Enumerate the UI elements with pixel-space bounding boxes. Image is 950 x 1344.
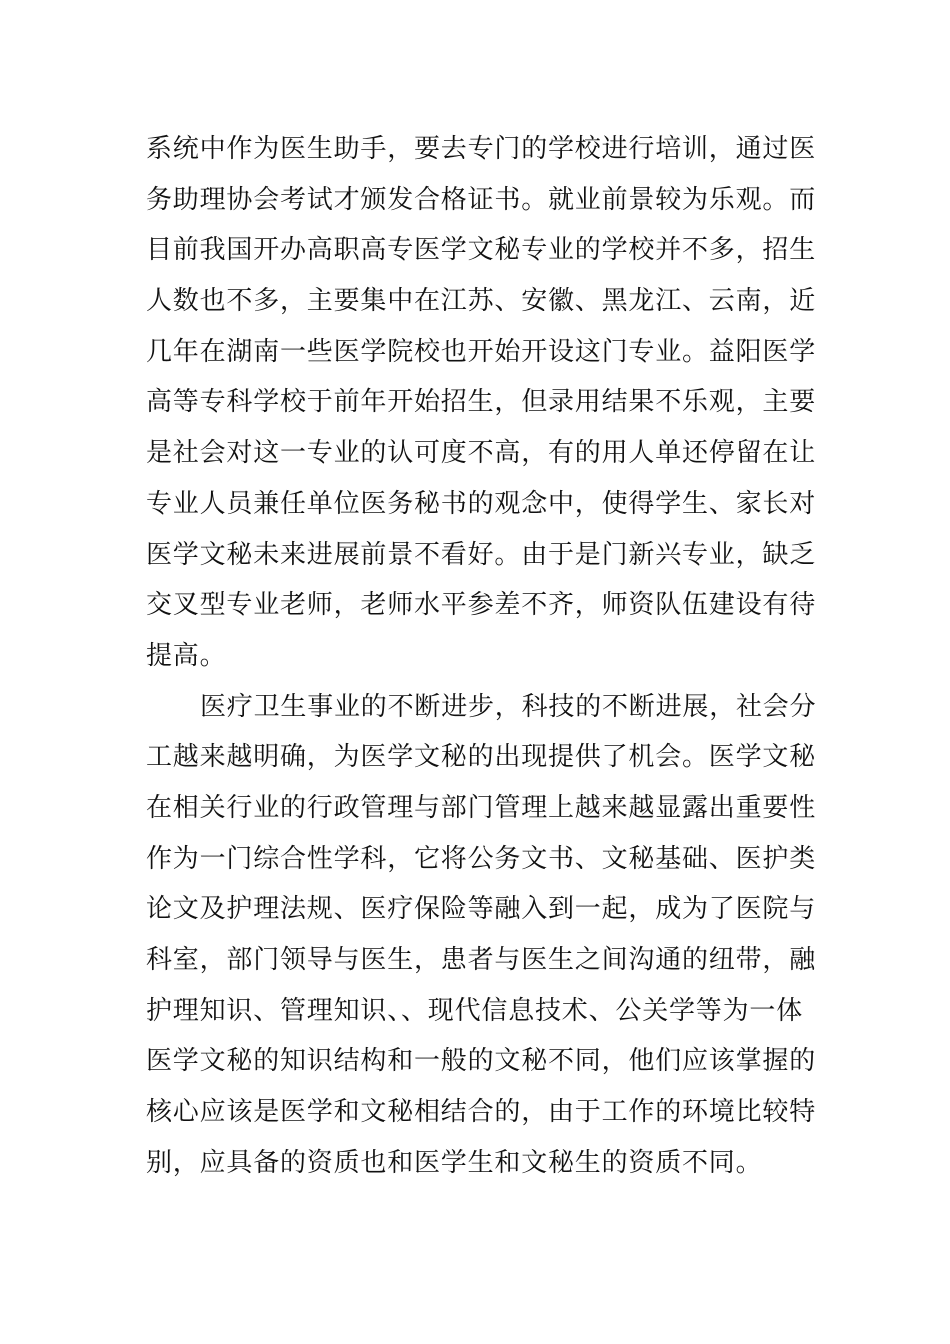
text-line: 医学文秘未来进展前景不看好。由于是门新兴专业，缺乏 [146, 539, 817, 570]
text-line: 几年在湖南一些医学院校也开始开设这门专业。益阳医学 [146, 336, 817, 367]
text-line: 务助理协会考试才颁发合格证书。就业前景较为乐观。而 [146, 184, 817, 215]
text-line: 作为一门综合性学科，它将公务文书、文秘基础、医护类 [146, 843, 817, 874]
paragraph-1 [146, 124, 817, 682]
text-line: 医疗卫生事业的不断进步，科技的不断进展，社会分 [200, 691, 817, 722]
text-line: 医学文秘的知识结构和一般的文秘不同，他们应该掌握的 [146, 1046, 817, 1077]
text-line: 别，应具备的资质也和医学生和文秘生的资质不同。 [146, 1147, 763, 1178]
text-line: 科室，部门领导与医生，患者与医生之间沟通的纽带，融 [146, 945, 817, 975]
text-line: 专业人员兼任单位医务秘书的观念中，使得学生、家长对 [146, 488, 817, 519]
text-line: 系统中作为医生助手，要去专门的学校进行培训，通过医 [146, 134, 817, 164]
paragraph-2 [146, 682, 817, 1189]
text-line: 护理知识、管理知识、、现代信息技术、公关学等为一体 [146, 995, 804, 1026]
text-line: 论文及护理法规、医疗保险等融入到一起，成为了医院与 [146, 894, 817, 925]
text-line: 高等专科学校于前年开始招生，但录用结果不乐观，主要 [146, 387, 817, 418]
text-line: 在相关行业的行政管理与部门管理上越来越显露出重要性 [146, 792, 817, 823]
text-line: 目前我国开办高职高专医学文秘专业的学校并不多，招生 [146, 235, 817, 266]
text-line: 核心应该是医学和文秘相结合的，由于工作的环境比较特 [146, 1097, 817, 1128]
text-line: 交叉型专业老师，老师水平参差不齐，师资队伍建设有待 [146, 590, 817, 621]
document-body [146, 124, 817, 1188]
text-line: 人数也不多，主要集中在江苏、安徽、黑龙江、云南，近 [146, 286, 817, 317]
text-line: 提高。 [146, 640, 227, 671]
text-line: 工越来越明确，为医学文秘的出现提供了机会。医学文秘 [146, 742, 817, 773]
text-line: 是社会对这一专业的认可度不高，有的用人单还停留在让 [146, 438, 817, 469]
